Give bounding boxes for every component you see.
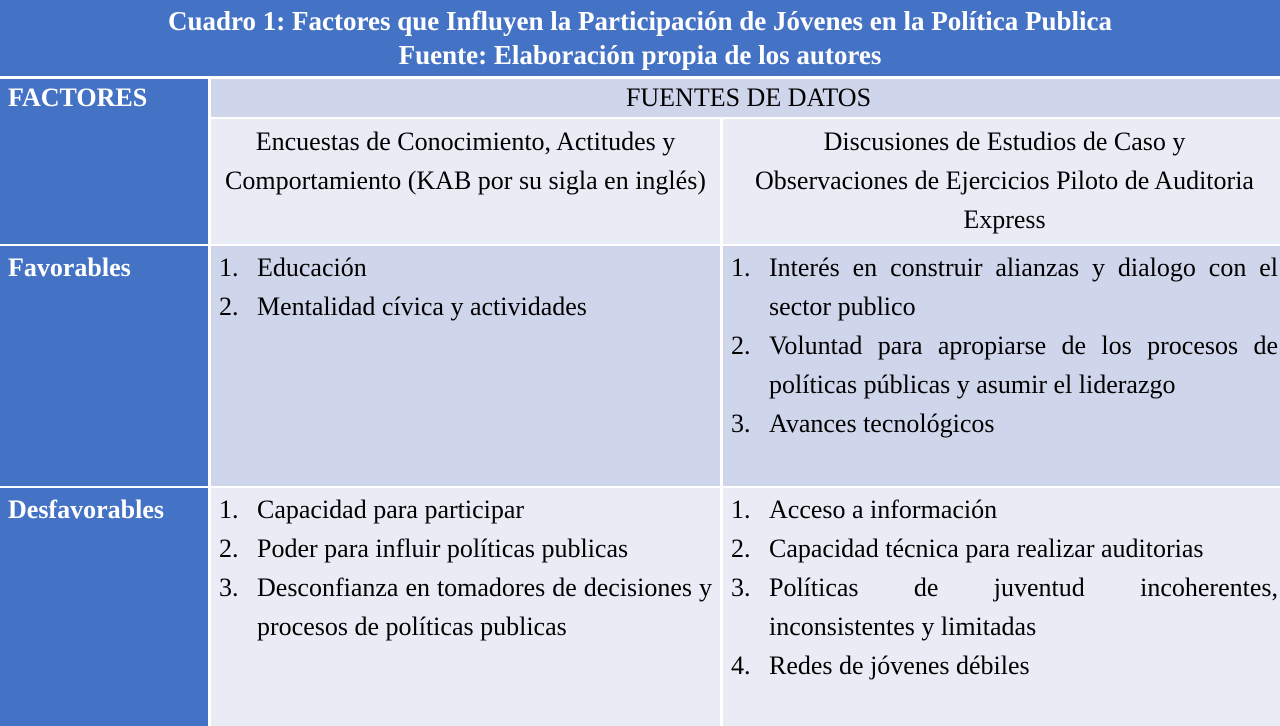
- list-item: [731, 326, 1278, 404]
- factor-label-desfavorables: Desfavorables: [0, 488, 208, 726]
- source-column-case-studies: Discusiones de Estudios de Caso y Observaciones de Ejercicios Piloto de Auditoria Express: [723, 119, 1280, 244]
- item-number: 2.: [731, 534, 751, 563]
- item-text: Avances tecnológicos: [769, 409, 995, 438]
- list-item: [731, 248, 1278, 326]
- item-number: 1.: [731, 253, 751, 282]
- favorables-case-studies-cell: [723, 246, 1280, 486]
- list-item: [731, 568, 1278, 646]
- desfavorables-surveys-cell: [211, 488, 720, 726]
- list-item: [731, 490, 1278, 529]
- item-text: Interés en construir alianzas y dialogo con el sector publico: [769, 253, 1278, 321]
- item-text: Desconfianza en tomadores de decisiones y procesos de políticas publicas: [257, 573, 712, 641]
- item-text: Voluntad para apropiarse de los procesos de políticas públicas y asumir el liderazgo: [769, 331, 1278, 399]
- item-number: 2.: [731, 331, 751, 360]
- item-text: Acceso a información: [769, 495, 998, 524]
- item-text: Mentalidad cívica y actividades: [257, 292, 587, 321]
- table-source: Fuente: Elaboración propia de los autores: [398, 40, 882, 70]
- list-item: [219, 568, 712, 646]
- factors-table: [0, 79, 1280, 720]
- item-number: 2.: [219, 534, 239, 563]
- desfavorables-case-studies-cell: [723, 488, 1280, 726]
- item-text: Poder para influir políticas publicas: [257, 534, 629, 563]
- data-sources-header: FUENTES DE DATOS: [211, 79, 1280, 117]
- item-number: 3.: [731, 573, 751, 602]
- factors-header: FACTORES: [0, 79, 208, 244]
- title-bar: [0, 0, 1280, 76]
- item-text: Políticas de juventud incoherentes, inconsistentes y limitadas: [769, 573, 1278, 641]
- item-number: 1.: [219, 253, 239, 282]
- item-text: Capacidad para participar: [257, 495, 525, 524]
- factor-label-favorables: Favorables: [0, 246, 208, 486]
- item-number: 3.: [219, 573, 239, 602]
- list-item: [219, 287, 712, 326]
- source-column-kab-surveys: Encuestas de Conocimiento, Actitudes y Comportamiento (KAB por su sigla en inglés): [211, 119, 720, 244]
- table-title: Cuadro 1: Factores que Influyen la Participación de Jóvenes en la Política Publica: [168, 6, 1112, 36]
- item-number: 4.: [731, 651, 751, 680]
- list-item: [219, 490, 712, 529]
- item-number: 1.: [731, 495, 751, 524]
- list-item: [219, 248, 712, 287]
- item-text: Capacidad técnica para realizar auditorias: [769, 534, 1204, 563]
- item-number: 1.: [219, 495, 239, 524]
- list-item: [219, 529, 712, 568]
- item-text: Educación: [257, 253, 367, 282]
- item-text: Redes de jóvenes débiles: [769, 651, 1030, 680]
- list-item: [731, 646, 1278, 685]
- item-number: 3.: [731, 409, 751, 438]
- item-number: 2.: [219, 292, 239, 321]
- list-item: [731, 529, 1278, 568]
- favorables-surveys-cell: [211, 246, 720, 486]
- list-item: [731, 404, 1278, 443]
